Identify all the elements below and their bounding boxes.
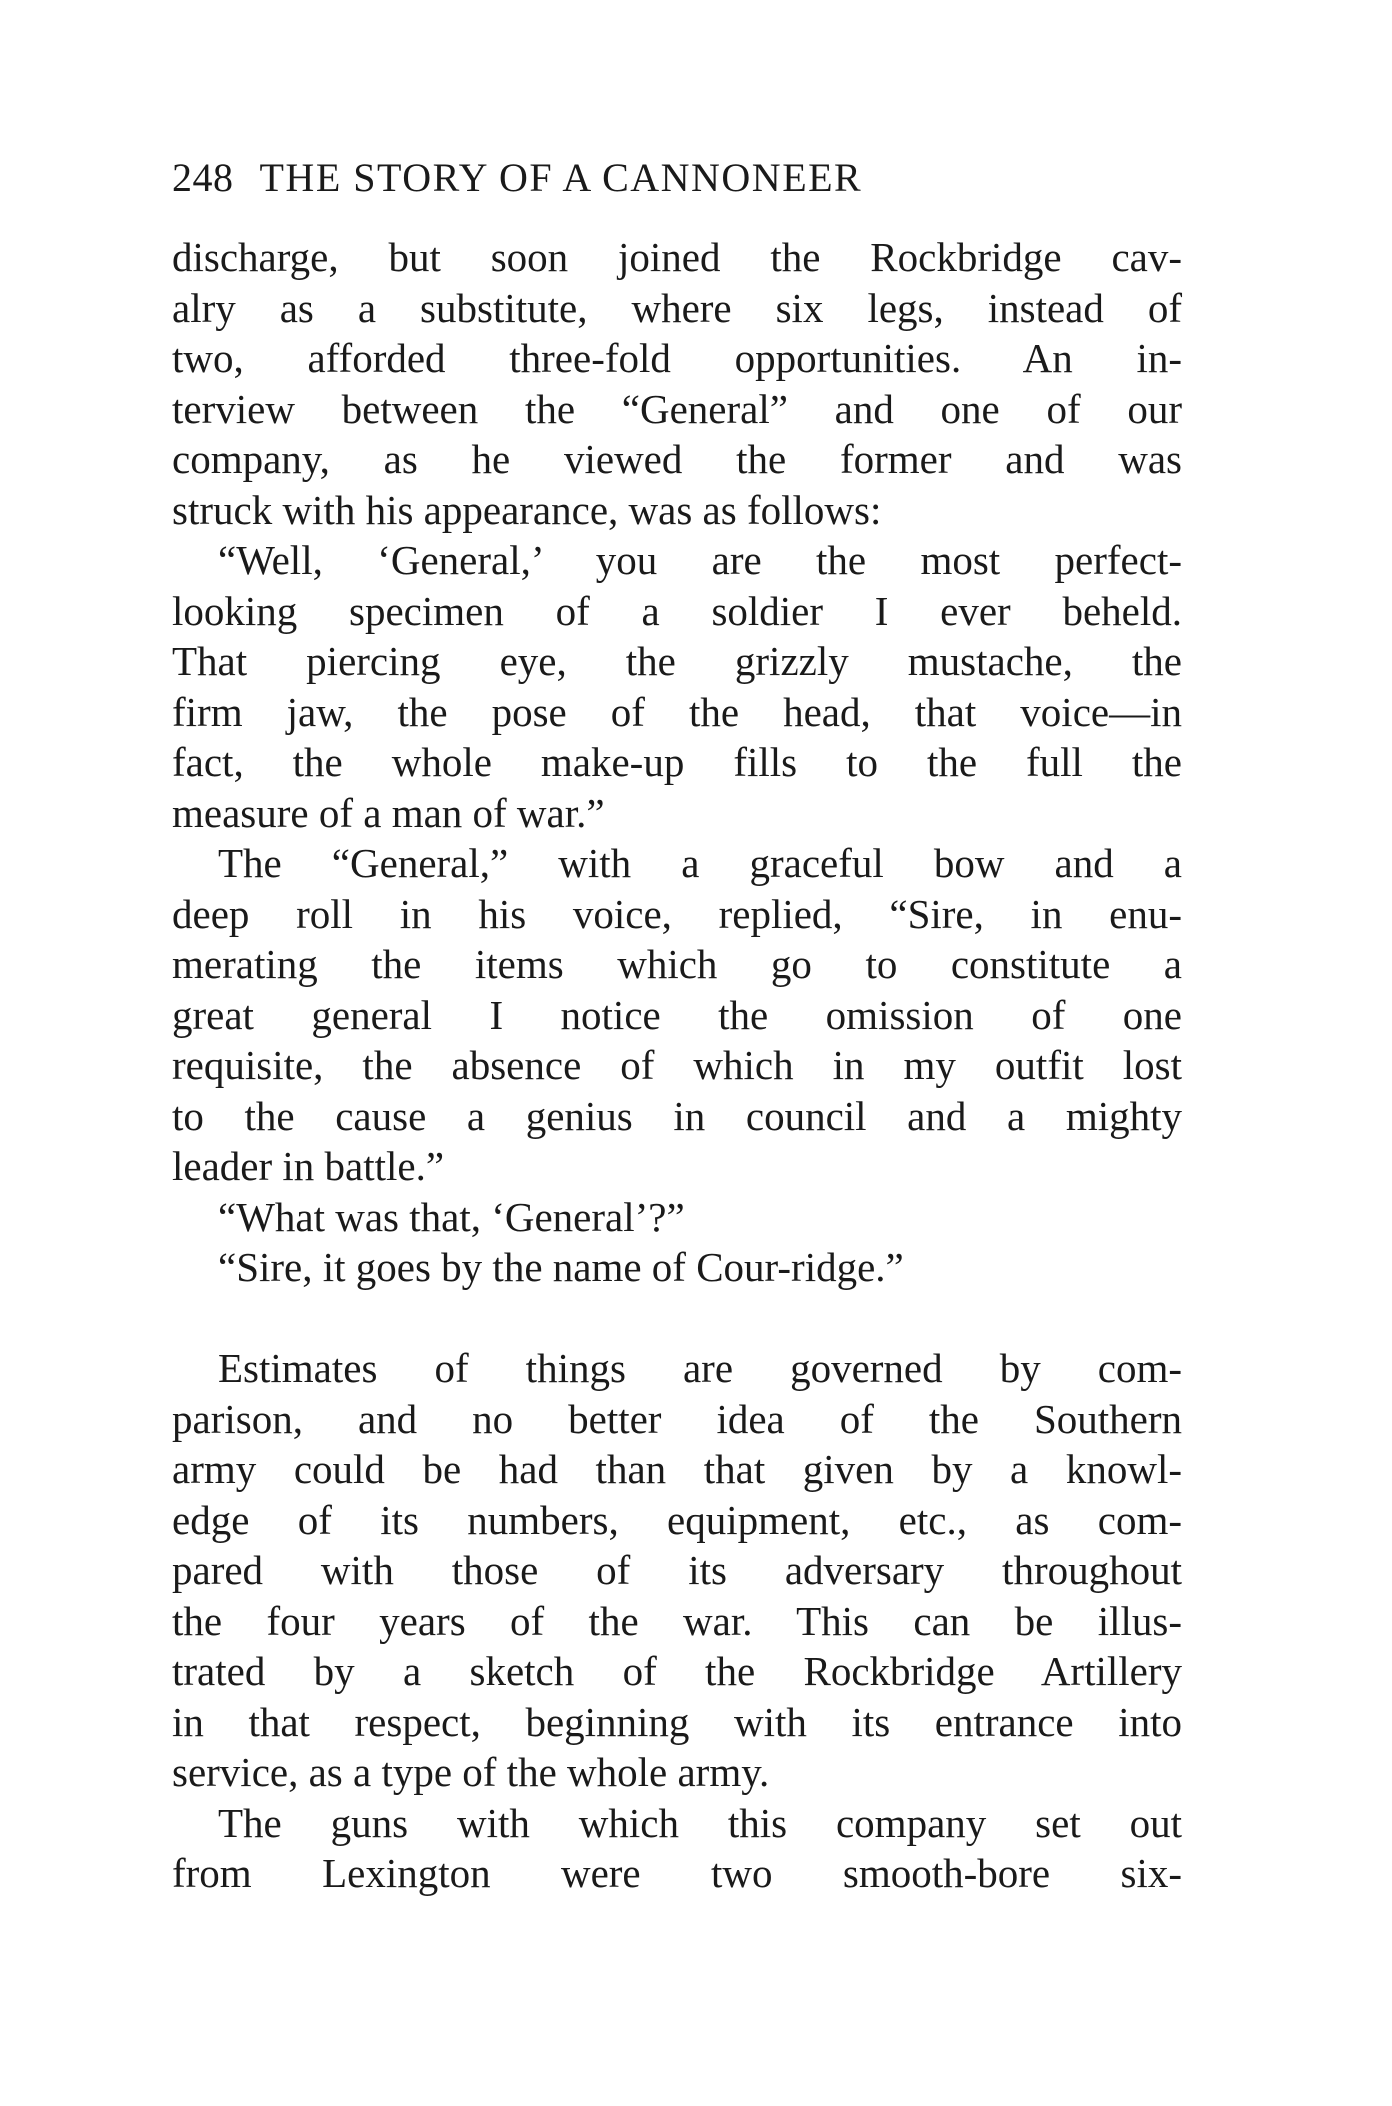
text-line: edge of its numbers, equipment, etc., as com- xyxy=(172,1496,1182,1543)
text-line: the four years of the war. This can be illus- xyxy=(172,1597,1182,1644)
text-line: “Well, ‘General,’ you are the most perfect- xyxy=(218,537,1182,583)
text-line: firm jaw, the pose of the head, that voice—in xyxy=(172,688,1182,735)
text-line: looking specimen of a soldier I ever beheld. xyxy=(172,587,1182,634)
body-text xyxy=(172,232,1182,1899)
text-line: to the cause a genius in council and a mighty xyxy=(172,1092,1182,1139)
page-number: 248 xyxy=(172,155,234,200)
text-line: requisite, the absence of which in my outfit lost xyxy=(172,1042,1182,1088)
book-title: THE STORY OF A CANNONEER xyxy=(259,155,863,200)
text-line: struck with his appearance, was as follows: xyxy=(172,486,882,533)
text-line: terview between the “General” and one of our xyxy=(172,385,1182,432)
text-line: from Lexington were two smooth-bore six- xyxy=(172,1850,1182,1896)
text-line: merating the items which go to constitute a xyxy=(172,941,1182,987)
text-line: service, as a type of the whole army. xyxy=(172,1749,770,1795)
text-line: company, as he viewed the former and was xyxy=(172,436,1182,482)
text-line: two, afforded three-fold opportunities. An in- xyxy=(172,335,1182,381)
text-line: deep roll in his voice, replied, “Sire, in enu- xyxy=(172,890,1182,937)
text-line: great general I notice the omission of one xyxy=(172,991,1182,1038)
text-line: Estimates of things are governed by com- xyxy=(218,1345,1182,1391)
text-line: army could be had than that given by a knowl- xyxy=(172,1446,1182,1492)
text-line: fact, the whole make-up fills to the full the xyxy=(172,739,1182,785)
text-line: parison, and no better idea of the Southern xyxy=(172,1395,1182,1442)
text-line: discharge, but soon joined the Rockbridge cav- xyxy=(172,234,1182,280)
text-line: “What was that, ‘General’?” xyxy=(218,1193,685,1240)
paragraph-gap xyxy=(172,1293,1182,1344)
text-line: in that respect, beginning with its entrance into xyxy=(172,1698,1182,1745)
text-line: pared with those of its adversary throughout xyxy=(172,1547,1182,1593)
text-line: measure of a man of war.” xyxy=(172,789,605,836)
running-head xyxy=(172,148,1182,208)
text-line: The “General,” with a graceful bow and a xyxy=(218,840,1182,886)
text-line: trated by a sketch of the Rockbridge Artillery xyxy=(172,1648,1182,1694)
text-line: alry as a substitute, where six legs, instead of xyxy=(172,284,1182,331)
text-line: The guns with which this company set out xyxy=(218,1799,1182,1846)
text-line: leader in battle.” xyxy=(172,1143,445,1189)
text-line: That piercing eye, the grizzly mustache, the xyxy=(172,638,1182,684)
text-line: “Sire, it goes by the name of Cour-ridge.” xyxy=(218,1244,904,1290)
